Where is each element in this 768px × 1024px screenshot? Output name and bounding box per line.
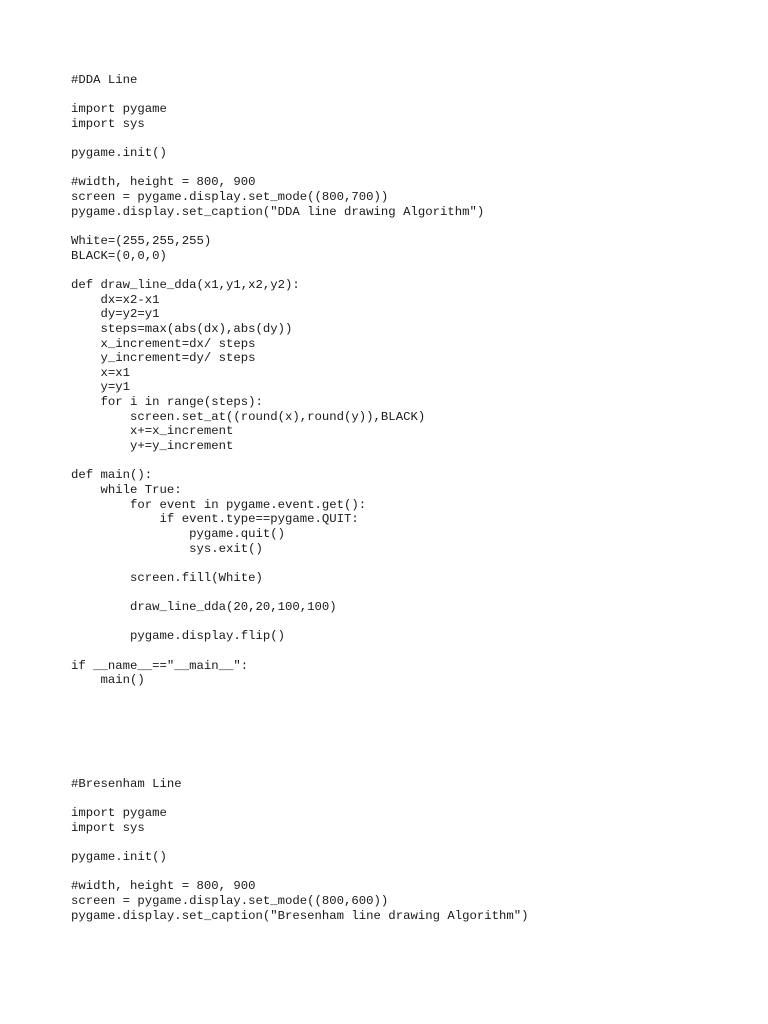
code-line: pygame.display.flip() [71,629,286,644]
code-line: screen = pygame.display.set_mode((800,600)) [71,894,389,909]
code-line [71,644,484,659]
code-line: #width, height = 800, 900 [71,175,256,190]
code-line: for i in range(steps): [71,395,263,410]
code-line: y=y1 [71,380,131,395]
code-line: x_increment=dx/ steps [71,336,256,351]
code-line [71,836,529,851]
code-line: pygame.init() [71,850,167,865]
code-line [71,88,484,103]
code-line: import pygame [71,806,167,821]
code-line: dy=y2=y1 [71,307,160,322]
code-line: import pygame [71,102,167,117]
code-line: pygame.init() [71,146,167,161]
code-line [71,615,484,630]
code-line: pygame.display.set_caption("DDA line drawing Algorithm") [71,204,485,219]
code-line: y_increment=dy/ steps [71,351,256,366]
code-line: #Bresenham Line [71,777,182,791]
code-block-bresenham-line [71,777,529,923]
code-line: #DDA Line [71,73,138,87]
code-line: steps=max(abs(dx),abs(dy)) [71,321,293,336]
code-line: White=(255,255,255) [71,234,212,249]
code-line: if event.type==pygame.QUIT: [71,512,359,527]
code-line [71,865,529,880]
code-line: screen.set_at((round(x),round(y)),BLACK) [71,409,426,424]
code-line [71,454,484,469]
code-line [71,263,484,278]
code-line: import sys [71,116,145,131]
code-line [71,585,484,600]
code-line: x=x1 [71,365,131,380]
code-line: y+=y_increment [71,439,234,454]
code-line: def main(): [71,468,153,483]
code-line [71,219,484,234]
code-line: screen = pygame.display.set_mode((800,700)) [71,190,389,205]
code-line: import sys [71,820,145,835]
code-line: if __name__=="__main__": [71,658,249,673]
code-block-dda-line [71,73,484,688]
code-line: while True: [71,482,182,497]
code-line: #width, height = 800, 900 [71,879,256,894]
code-line [71,556,484,571]
code-line [71,161,484,176]
code-line: main() [71,673,145,688]
code-line: sys.exit() [71,541,263,556]
code-line: x+=x_increment [71,424,234,439]
code-line [71,792,529,807]
code-line: def draw_line_dda(x1,y1,x2,y2): [71,277,300,292]
code-line: pygame.quit() [71,526,286,541]
code-line: BLACK=(0,0,0) [71,248,167,263]
code-line: pygame.display.set_caption("Bresenham line drawing Algorithm") [71,908,529,923]
code-line: dx=x2-x1 [71,292,160,307]
code-line: for event in pygame.event.get(): [71,497,367,512]
code-line [71,132,484,147]
code-line: draw_line_dda(20,20,100,100) [71,600,337,615]
code-line: screen.fill(White) [71,570,263,585]
